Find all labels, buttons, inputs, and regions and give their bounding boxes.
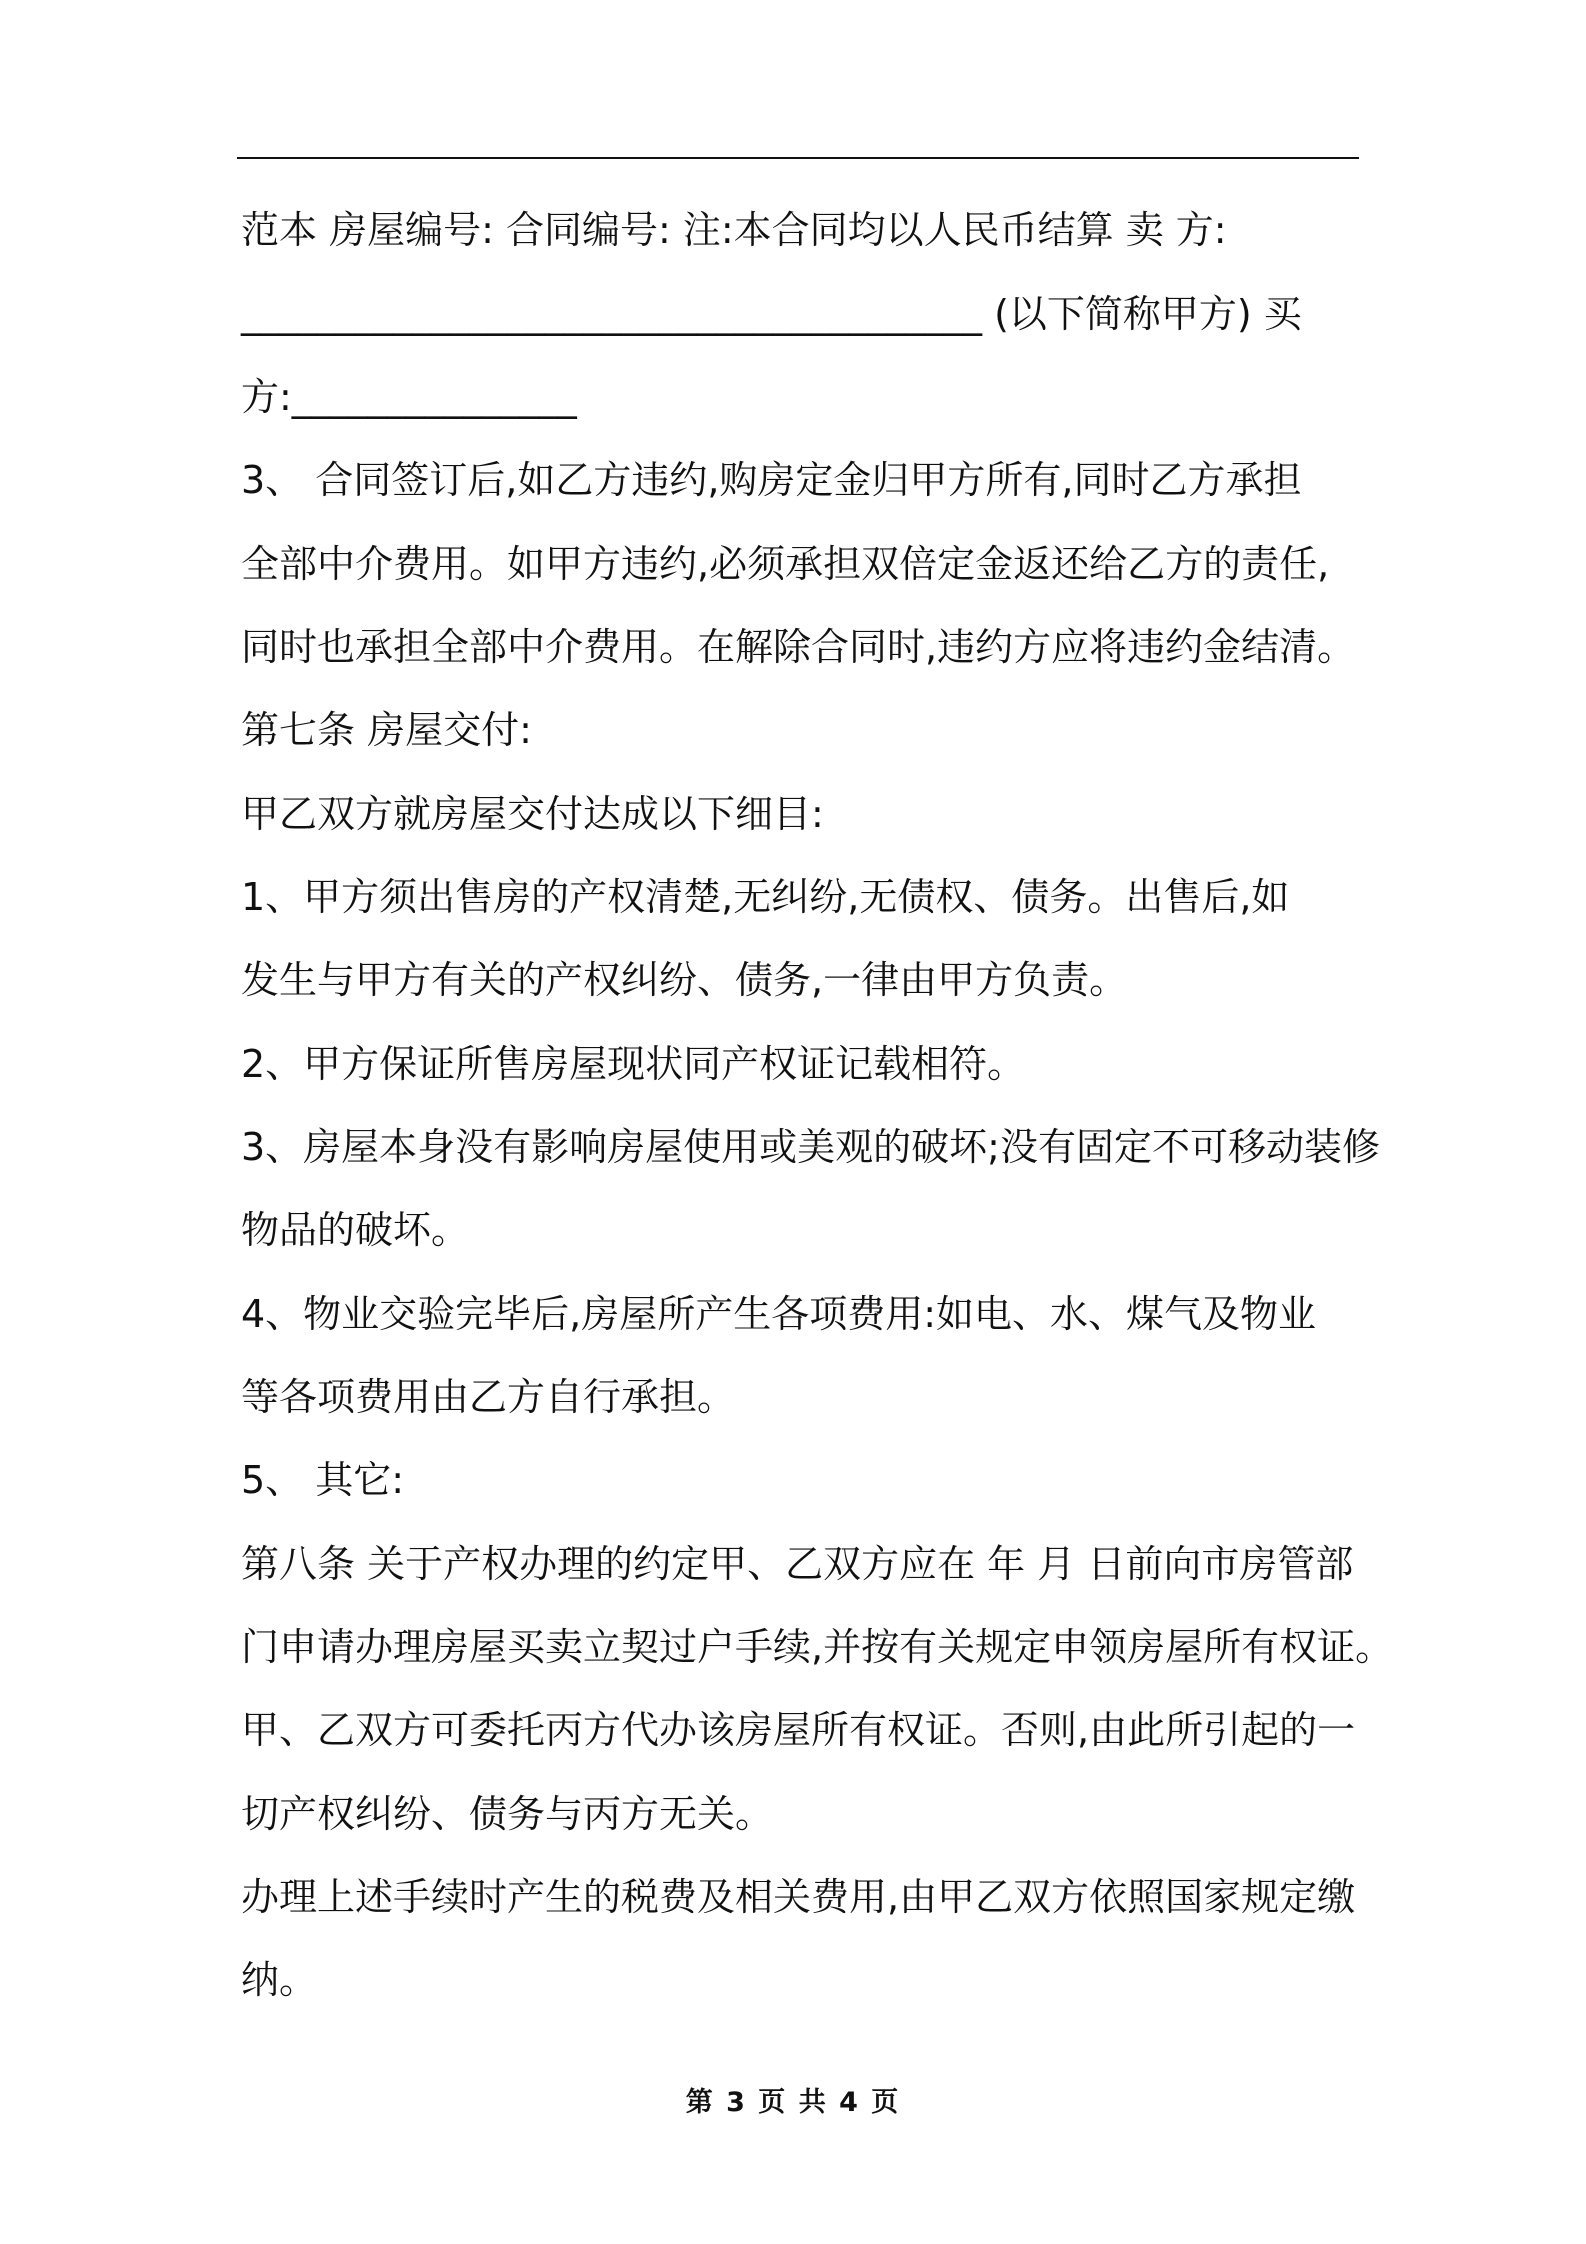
text-line: 门申请办理房屋买卖立契过户手续,并按有关规定申领房屋所有权证。 [241, 1625, 1394, 1669]
text-line: 3、房屋本身没有影响房屋使用或美观的破坏;没有固定不可移动装修 [241, 1125, 1380, 1169]
text-line: 2、甲方保证所售房屋现状同产权证记载相符。 [241, 1042, 1026, 1086]
page-number: 第 3 页 共 4 页 [685, 2087, 901, 2118]
text-line: 甲乙双方就房屋交付达成以下细目: [241, 792, 824, 836]
text-line: 同时也承担全部中介费用。在解除合同时,违约方应将违约金结清。 [241, 625, 1356, 669]
text-line: 范本 房屋编号: 合同编号: 注:本合同均以人民币结算 卖 方: [241, 208, 1227, 252]
text-line: 纳。 [241, 1958, 318, 2002]
section-heading: 第八条 关于产权办理的约定甲、乙双方应在 年 月 日前向市房管部 [241, 1542, 1354, 1586]
text-line: 物品的破坏。 [241, 1208, 470, 1252]
text-line: 5、 其它: [241, 1458, 405, 1502]
header-rule [237, 157, 1359, 159]
text-line: 4、物业交验完毕后,房屋所产生各项费用:如电、水、煤气及物业 [241, 1292, 1317, 1336]
text-line: 办理上述手续时产生的税费及相关费用,由甲乙双方依照国家规定缴 [241, 1875, 1356, 1919]
text-line: 甲、乙双方可委托丙方代办该房屋所有权证。否则,由此所引起的一 [241, 1708, 1356, 1752]
text-line: 方:_______________ [241, 375, 577, 419]
text-line: 切产权纠纷、债务与丙方无关。 [241, 1792, 774, 1836]
text-line: 1、甲方须出售房的产权清楚,无纠纷,无债权、债务。出售后,如 [241, 875, 1290, 919]
text-line: _______________________________________ (以下简称甲方) 买 [241, 292, 1302, 336]
text-line: 3、 合同签订后,如乙方违约,购房定金归甲方所有,同时乙方承担 [241, 458, 1302, 502]
text-line: 等各项费用由乙方自行承担。 [241, 1375, 736, 1419]
text-line: 全部中介费用。如甲方违约,必须承担双倍定金返还给乙方的责任, [241, 542, 1330, 586]
text-line: 发生与甲方有关的产权纠纷、债务,一律由甲方负责。 [241, 958, 1128, 1002]
section-heading: 第七条 房屋交付: [241, 708, 532, 752]
